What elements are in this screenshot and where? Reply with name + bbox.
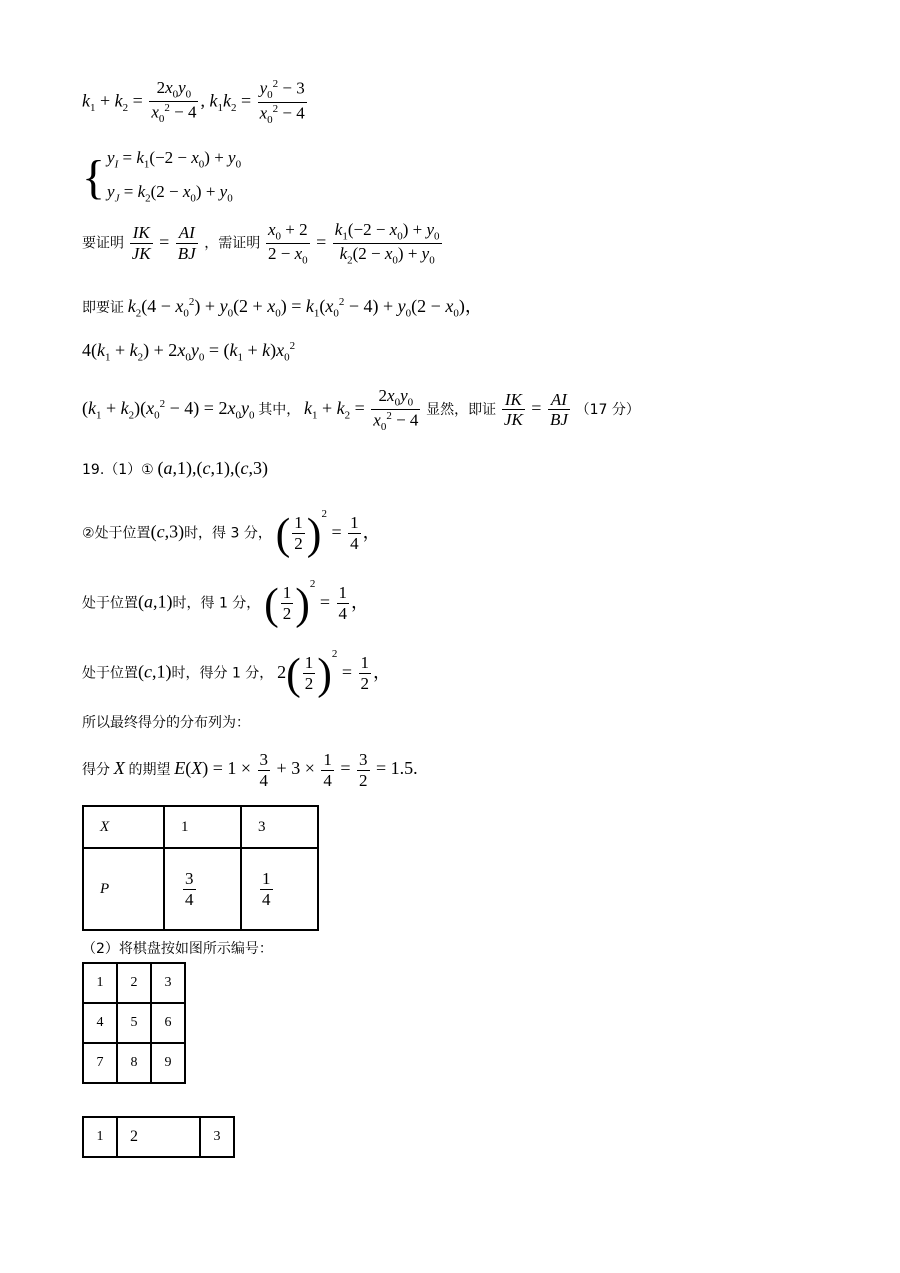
board-cell: 4	[83, 1003, 117, 1043]
proof-where-label: 其中，	[258, 401, 301, 418]
case-prefix: 处于位置	[82, 665, 138, 682]
strip-cell: 3	[200, 1117, 234, 1157]
board-cell: 2	[117, 963, 151, 1003]
case-c1: 处于位置(c,1)时，得分 1 分， 2( $\frac{1}{2}$ )$^2$ = $\frac{1}{2}$ ，	[82, 647, 392, 698]
strip-cell: 1	[83, 1117, 117, 1157]
problem-19-part1	[82, 458, 268, 479]
expectation-line: 得分 X 的期望 E(X) = 1 × $\frac{3}{4}$ + 3 × $\frac{1}{4}$ = $\frac{3}{2}$ = 1.5.	[82, 750, 418, 790]
circle-2: ②	[82, 525, 95, 542]
board-cell: 5	[117, 1003, 151, 1043]
part2-text: （2）将棋盘按如图所示编号：	[82, 941, 273, 957]
board-cell: 7	[83, 1043, 117, 1083]
case-c3: ②处于位置(c,3)时，得 3 分， ( $\frac{1}{2}$ )$^2$ = $\frac{1}{4}$ ，	[82, 507, 381, 558]
distribution-intro: 所以最终得分的分布列为：	[82, 715, 250, 731]
board-cell: 3	[151, 963, 185, 1003]
score-17: （17 分）	[575, 401, 640, 418]
board-cell: 1	[83, 963, 117, 1003]
distribution-table	[82, 805, 319, 931]
proof-need-label: ，需证明	[204, 235, 261, 252]
case-prefix: 处于位置	[94, 525, 151, 542]
table-cell-p3: $\frac{1}{4}$	[241, 848, 318, 930]
strip-grid	[82, 1116, 235, 1158]
strip-cell: 2	[117, 1117, 200, 1157]
positions-list: (a,1),(c,1),(c,3)	[157, 458, 268, 478]
table-header-p: P	[83, 848, 164, 930]
board-cell: 8	[117, 1043, 151, 1083]
proof-equivalent-line: 即要证 $k_2(4 - x_0^2) + y_0(2 + x_0) = k_1(x_0^2 - 4) + y_0(2 - x_0)$，	[82, 296, 483, 320]
case-score-text: 时，得 1 分，	[172, 595, 261, 612]
proof-goal-label: 要证明	[82, 235, 124, 252]
formula-system-yi-yj: { $y_I = k_1(-2 - x_0) + y_0$ $y_J = k_2(2 - x_0) + y_0$	[82, 148, 242, 205]
proof-obvious-label: 显然，即证	[426, 401, 497, 418]
formula-k-sum-product: $k_1 + k_2$ = $\frac{2x_0y_0}{x_0^2 - 4}$ , $k_1k_2$ = $\frac{y_0^2 - 3}{x_0^2 - 4}$	[82, 78, 305, 126]
proof-goal-line: 要证明 $\frac{IK}{JK}$ = $\frac{AI}{BJ}$ ，需证明 $\frac{x_0 + 2}{2 - x_0}$ = $\frac{k_1(-2 - x_0) + y_0}{k_2(2 - x_0) + y_0}$	[82, 220, 440, 267]
formula-line-5: $4(k_1 + k_2) + 2x_0y_0 = (k_1 + k)x_0^2$	[82, 340, 296, 364]
table-cell-p1: $\frac{3}{4}$	[164, 848, 241, 930]
case-prefix: 处于位置	[82, 595, 138, 612]
case-score-text: 时，得 3 分，	[184, 525, 272, 542]
proof-conclusion-line: $(k_1 + k_2)(x_0^2 - 4) = 2x_0y_0$ 其中， $k_1 + k_2$ = $\frac{2x_0y_0}{x_0^2 - 4}$ 显然，即证 $\frac{IK}{JK}$ = $\frac{AI}{BJ}$ （17 分）	[82, 386, 640, 434]
problem-19-label: 19.（1）	[82, 462, 142, 478]
table-header-x: X	[83, 806, 164, 848]
table-cell-x3: 3	[241, 806, 318, 848]
case-a1: 处于位置(a,1)时，得 1 分， ( $\frac{1}{2}$ )$^2$ = $\frac{1}{4}$ ，	[82, 577, 370, 628]
circle-1: ①	[141, 462, 154, 478]
proof-equiv-label: 即要证	[82, 300, 124, 316]
board-cell: 9	[151, 1043, 185, 1083]
board-grid	[82, 962, 186, 1084]
table-cell-x1: 1	[164, 806, 241, 848]
case-score-text: 时，得分 1 分，	[171, 665, 274, 682]
board-cell: 6	[151, 1003, 185, 1043]
